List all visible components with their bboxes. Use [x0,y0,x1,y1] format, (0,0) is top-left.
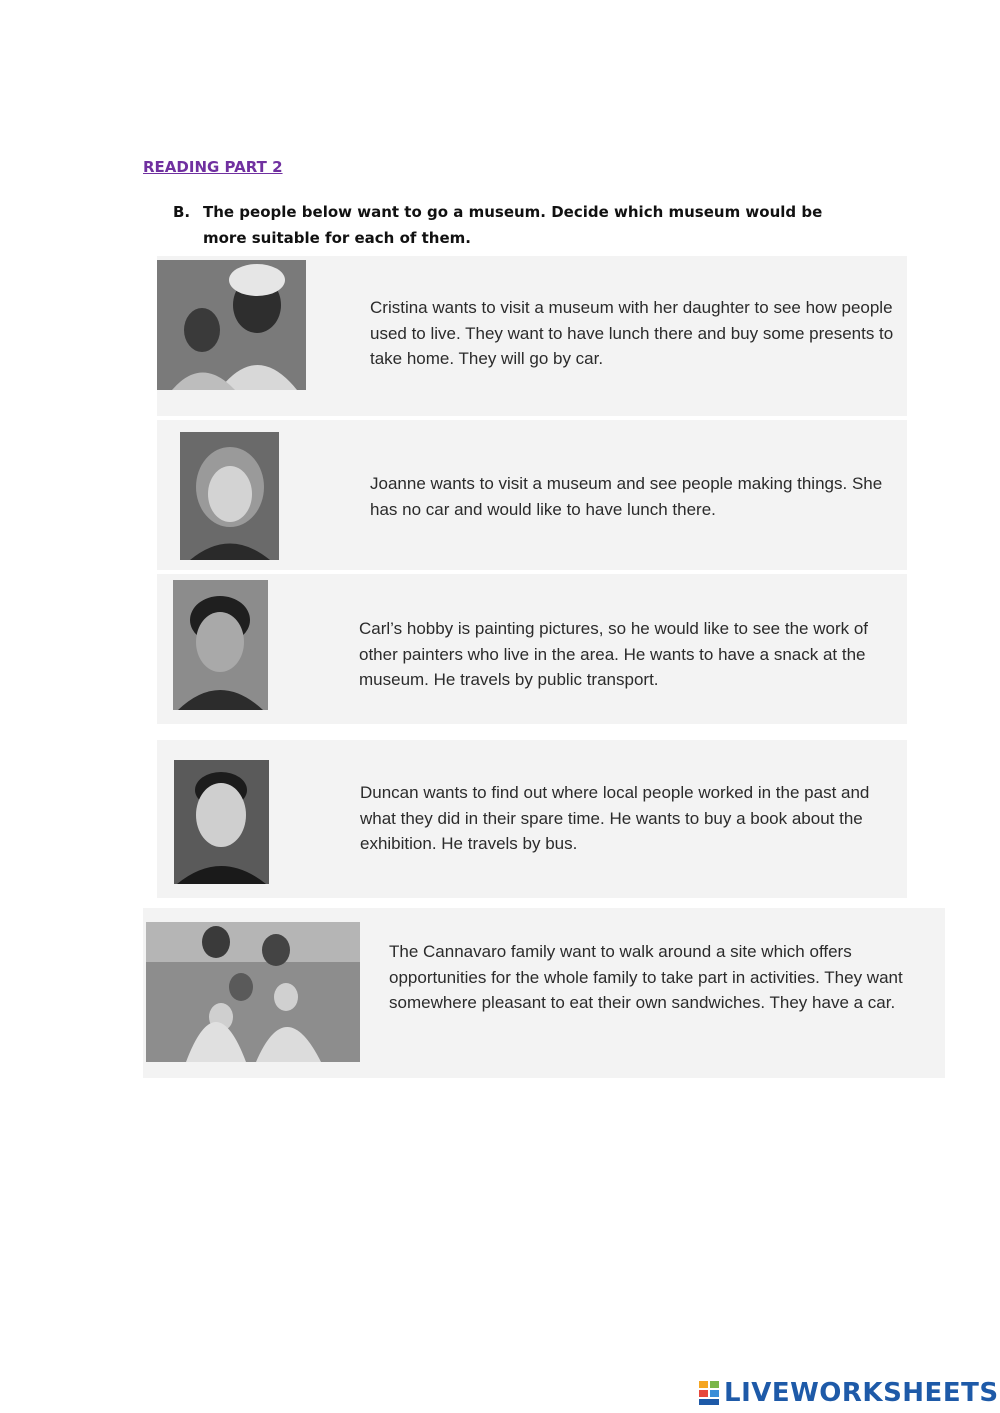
section-heading: READING PART 2 [143,158,283,176]
person-description: Carl’s hobby is painting pictures, so he would like to see the work of other painters who live in the area. He wants to have a snack at the museum. He travels by public transport. [359,619,869,689]
person-description: Cristina wants to visit a museum with her daughter to see how people used to live. They want to have lunch there and buy some presents to take home. They will go by car. [370,298,894,368]
person-description: The Cannavaro family want to walk around a site which offers opportunities for the whole family to take part in activities. They want somewhere pleasant to eat their own sandwiches. They have a car. [389,942,903,1012]
person-description: Duncan wants to find out where local people worked in the past and what they did in their spare time. He wants to buy a book about the exhibition. He travels by bus. [360,783,870,853]
man-portrait-photo [173,580,268,710]
mother-and-daughter-photo [157,260,306,390]
liveworksheets-logo-icon [698,1379,720,1407]
family-group-photo [146,922,360,1062]
liveworksheets-brand: LIVEWORKSHEETS [724,1378,999,1408]
instruction-marker: B. [173,203,191,221]
liveworksheets-logo [698,1376,999,1410]
man-smiling-portrait-photo [174,760,269,884]
instruction-text: The people below want to go a museum. Decide which museum would be more suitable for each of them. [203,203,823,247]
person-description: Joanne wants to visit a museum and see people making things. She has no car and would like to have lunch there. [370,474,883,519]
woman-portrait-photo [180,432,279,560]
